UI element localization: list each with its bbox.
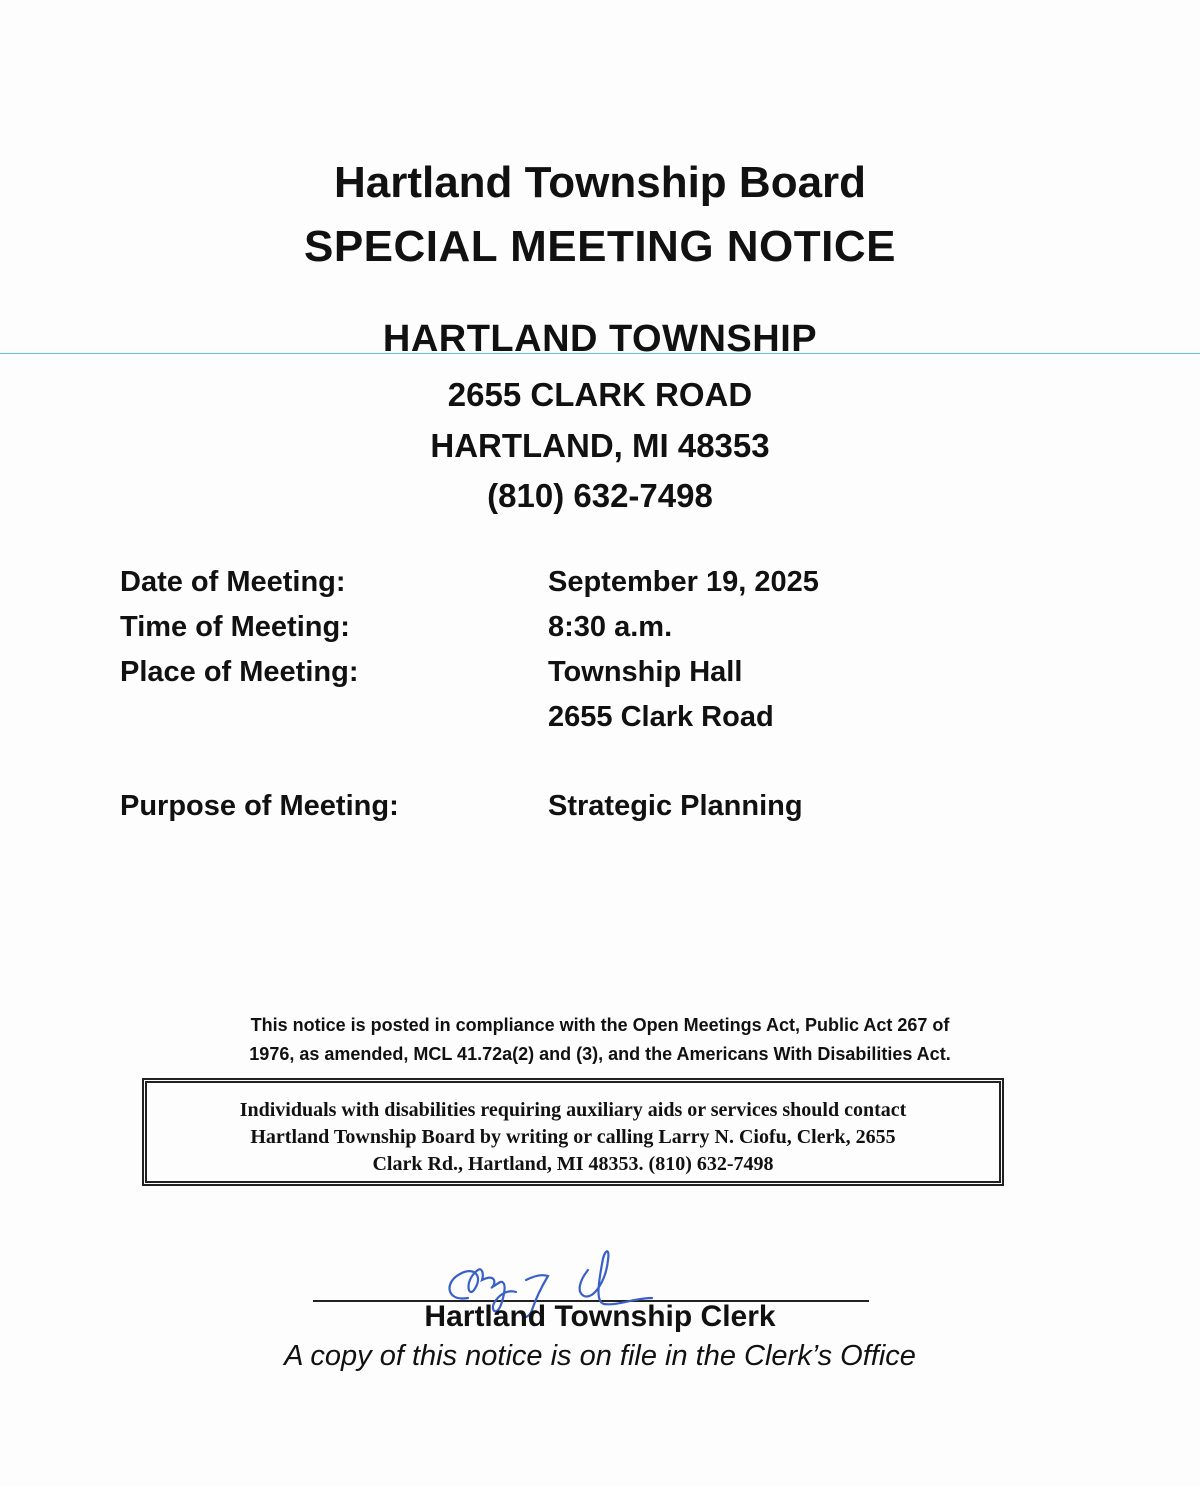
time-label: Time of Meeting:	[120, 611, 350, 643]
place-value-line2: 2655 Clark Road	[548, 701, 774, 733]
compliance-line-1: This notice is posted in compliance with the Open Meetings Act, Public Act 267 of	[250, 1015, 950, 1035]
ada-line-1: Individuals with disabilities requiring auxiliary aids or services should contact	[239, 1099, 907, 1121]
date-value: September 19, 2025	[548, 566, 819, 598]
compliance-statement	[120, 1011, 1080, 1069]
purpose-label: Purpose of Meeting:	[120, 790, 399, 822]
board-title: Hartland Township Board	[333, 158, 867, 207]
place-label: Place of Meeting:	[120, 656, 359, 688]
copy-on-file-note: A copy of this notice is on file in the Clerk’s Office	[284, 1340, 916, 1372]
purpose-value: Strategic Planning	[548, 790, 803, 822]
township-name: HARTLAND TOWNSHIP	[382, 318, 818, 360]
signature-stroke-3	[580, 1251, 652, 1304]
ada-line-2: Hartland Township Board by writing or calling Larry N. Ciofu, Clerk, 2655	[250, 1126, 896, 1148]
ada-notice-text	[147, 1097, 999, 1178]
date-label: Date of Meeting:	[120, 566, 346, 598]
notice-title: SPECIAL MEETING NOTICE	[303, 222, 897, 271]
clerk-title: Hartland Township Clerk	[424, 1300, 776, 1333]
compliance-line-2: 1976, as amended, MCL 41.72a(2) and (3), and the Americans With Disabilities Act.	[249, 1044, 951, 1064]
place-value-line1: Township Hall	[548, 656, 743, 688]
time-value: 8:30 a.m.	[548, 611, 673, 643]
ada-notice-box	[142, 1078, 1004, 1186]
city-state-zip: HARTLAND, MI 48353	[430, 427, 770, 464]
phone-number: (810) 632-7498	[487, 477, 713, 514]
street-address: 2655 CLARK ROAD	[447, 376, 753, 413]
ada-line-3: Clark Rd., Hartland, MI 48353. (810) 632-7498	[372, 1153, 774, 1175]
